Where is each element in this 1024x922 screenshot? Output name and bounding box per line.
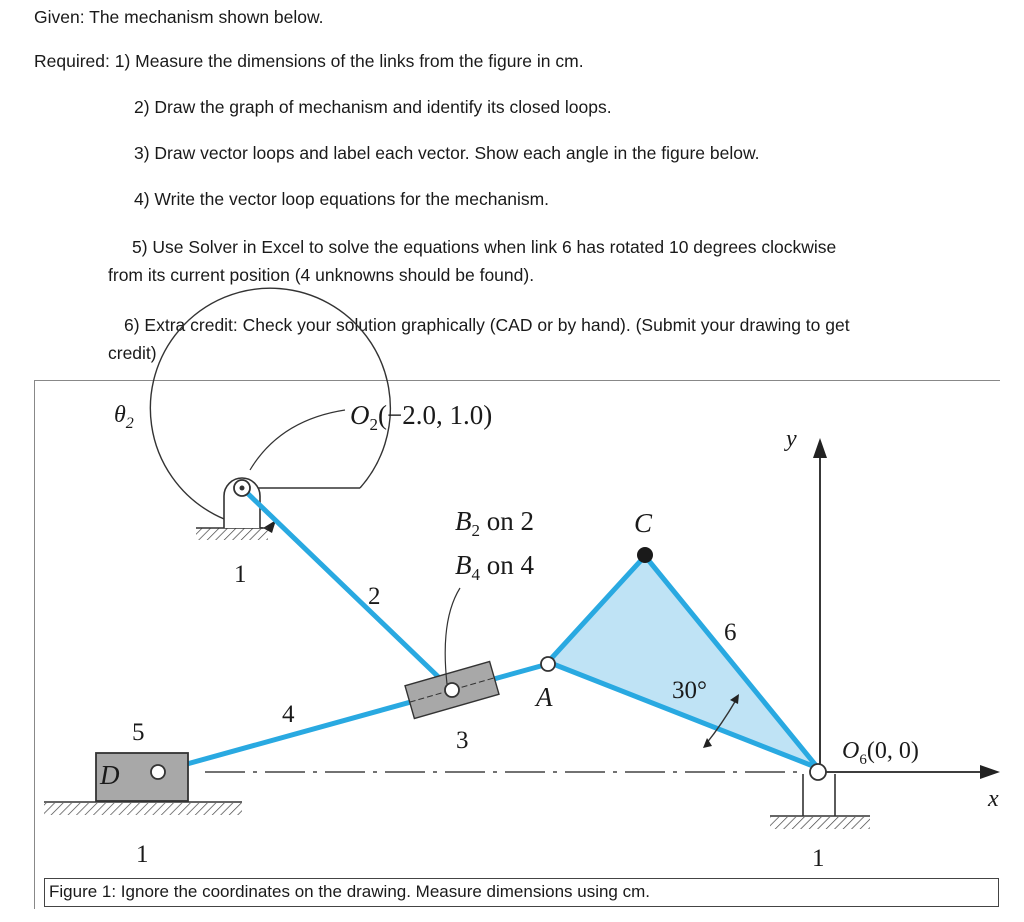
- ground-d-hatch: [44, 803, 242, 815]
- link-1-label-o6: 1: [812, 845, 825, 872]
- step-4-text: 4) Write the vector loop equations for the mechanism.: [134, 189, 550, 209]
- pin-d: [151, 765, 165, 779]
- pin-b: [445, 683, 459, 697]
- step-6-text-line2: credit): [108, 343, 157, 363]
- figure-caption-box: [44, 878, 999, 907]
- step-6-text-line1: 6) Extra credit: Check your solution graphically (CAD or by hand). (Submit your drawing to get: [124, 315, 850, 335]
- link-1-label-o2: 1: [234, 561, 247, 588]
- pin-o2-inner: [240, 486, 245, 491]
- link-2-label: 2: [368, 583, 381, 610]
- theta-2-label: $\theta_2$: [114, 402, 134, 432]
- o6-label: $O_6(0$, 0): [842, 738, 919, 768]
- o2-leader-line: [250, 410, 345, 470]
- b4-label: $B_4$ on 4: [455, 550, 534, 584]
- point-c-label: C: [634, 508, 653, 538]
- pin-o6: [810, 764, 826, 780]
- point-d-label: D: [100, 760, 120, 790]
- link-6-label: 6: [724, 619, 737, 646]
- b2-label: $B_2$ on 2: [455, 506, 534, 540]
- figure-caption: Figure 1: Ignore the coordinates on the drawing. Measure dimensions using cm.: [49, 882, 650, 901]
- ground-o2-hatch: [196, 528, 268, 540]
- y-axis-label: y: [786, 426, 797, 452]
- b-leader-line: [445, 588, 460, 684]
- angle-30-label: 30°: [672, 677, 707, 704]
- pin-a: [541, 657, 555, 671]
- point-a-label: A: [536, 682, 553, 712]
- link-2: [242, 488, 452, 690]
- link-3-label: 3: [456, 727, 469, 754]
- link-4-label: 4: [282, 701, 295, 728]
- ground-o6-hatch: [770, 817, 870, 829]
- o2-label: $O_2(-2.0$, 1.0): [350, 400, 493, 434]
- link-1-label-d: 1: [136, 841, 149, 868]
- step-5-text-line1: 5) Use Solver in Excel to solve the equations when link 6 has rotated 10 degrees clockwise: [132, 237, 837, 257]
- link-6-triangle: [548, 556, 818, 768]
- link-5-label: 5: [132, 719, 145, 746]
- step-2-text: 2) Draw the graph of mechanism and identify its closed loops.: [134, 97, 612, 117]
- required-text: Required: 1) Measure the dimensions of the links from the figure in cm.: [34, 51, 584, 71]
- x-axis-arrowhead: [980, 765, 1000, 779]
- angle-30-arrowhead-bottom: [703, 738, 712, 748]
- given-text: Given: The mechanism shown below.: [34, 7, 324, 27]
- step-3-text: 3) Draw vector loops and label each vector. Show each angle in the figure below.: [134, 143, 760, 163]
- y-axis-arrowhead: [813, 438, 827, 458]
- point-c: [637, 547, 653, 563]
- step-5-text-line2: from its current position (4 unknowns should be found).: [108, 265, 535, 285]
- x-axis-label: x: [988, 786, 999, 812]
